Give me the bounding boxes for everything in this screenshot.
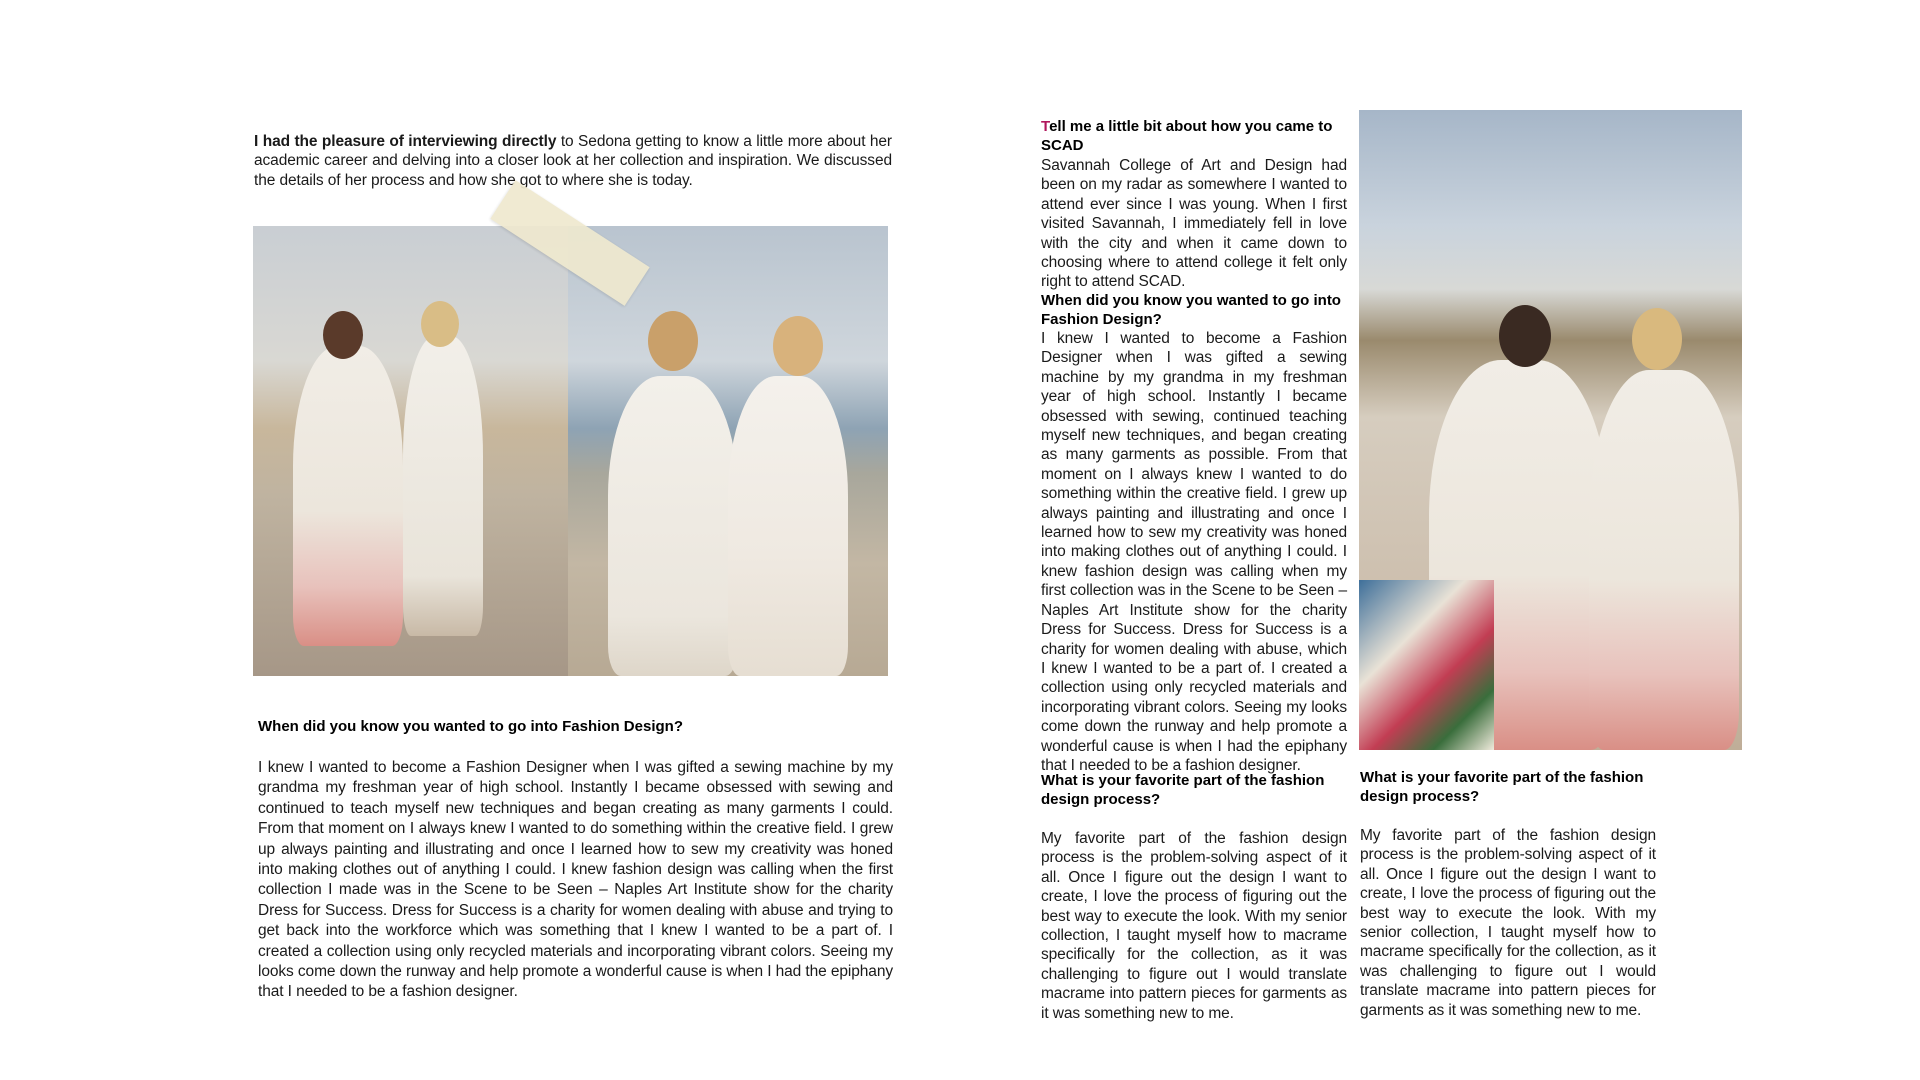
model-head [1499, 305, 1551, 367]
left-question-heading: When did you know you wanted to go into Fashion Design? [258, 718, 683, 735]
model-figure [728, 376, 848, 676]
intro-bold-lead: I had the pleasure of interviewing directly [254, 133, 557, 150]
favorite-part-heading-col2: What is your favorite part of the fashion design process? [1360, 769, 1644, 805]
flower-collage [1359, 580, 1494, 750]
favorite-part-heading-col1: What is your favorite part of the fashion design process? [1041, 772, 1325, 808]
fashion-answer-paragraph: I knew I wanted to become a Fashion Designer when I was gifted a sewing machine by my grandma in my freshman year of high school. Instantly I became obsessed with sewing, continued teaching myself new techniques, and began creating as many garments as possible. From that moment on I always knew I wanted to do something within the creative field. I grew up always painting and illustrating and once I learned how to sew my creativity was honed into making clothes out of anything I could. I knew fashion design was calling when my first collection was in the Scene to be Seen – Naples Art Institute show for the charity Dress for Success. Dress for Success is a charity for women dealing with abuse, which I knew I wanted to be a part of. I created a collection using only recycled materials and incorporating vibrant colors. Seeing my looks come down the runway and help promote a wonderful cause is when I had the epiphany that I needed to be a fashion designer. [1041, 330, 1347, 774]
model-head [1632, 308, 1682, 370]
model-figure [293, 346, 403, 646]
beach-photo-left [253, 226, 568, 676]
model-head [421, 301, 459, 347]
scad-answer-paragraph: Savannah College of Art and Design had been on my radar as somewhere I wanted to attend ever since I was young. When I first visited Savannah, I immediately fell in love with the city and when it came down to choosing where to attend college it felt only right to attend SCAD. [1041, 157, 1347, 291]
model-head [773, 316, 823, 376]
accent-initial: T [1041, 118, 1050, 135]
model-figure [403, 336, 483, 636]
fashion-question-heading: When did you know you wanted to go into Fashion Design? [1041, 292, 1341, 328]
model-head [323, 311, 363, 359]
question-rest: ell me a little bit about how you came to SCAD [1041, 118, 1333, 154]
favorite-part-answer-col2: My favorite part of the fashion design process is the problem-solving aspect of it all. Once I figure out the design I want to create, I love the process of figuring out the best way to execute the look. With my senior collection, I taught myself how to macrame specifically for the collection, as it was challenging to figure out I would translate macrame into pattern pieces for garments as it was something new to me. [1360, 827, 1656, 1019]
favorite-part-answer-col1: My favorite part of the fashion design process is the problem-solving aspect of it all. Once I figure out the design I want to create, I love the process of figuring out the best way to execute the look. With my senior collection, I taught myself how to macrame specifically for the collection, as it was challenging to figure out I would translate macrame into pattern pieces for garments as it was something new to me. [1041, 830, 1347, 1022]
model-head [648, 311, 698, 371]
model-figure [608, 376, 738, 676]
intro-rest: to Sedona getting to know a little more about her academic career and delving into a closer look at her collection and inspiration. We discussed the details of her process and how she got to where she is today. [254, 133, 892, 189]
scad-question-heading [1041, 117, 1351, 155]
intro-paragraph [254, 132, 892, 190]
model-figure [1589, 370, 1739, 750]
left-answer-paragraph: I knew I wanted to become a Fashion Designer when I was gifted a sewing machine by my grandma my freshman year of high school. Instantly I became obsessed with sewing and continued to teach myself new techniques and began creating as many garments I could. From that moment on I always knew I wanted to do something within the creative field. I grew up always painting and illustrating and once I learned how to sew my creativity was honed into making clothes out of anything I could. I knew fashion design was calling when the first collection I made was in the Scene to be Seen – Naples Art Institute show for the charity Dress for Success. Dress for Success is a charity for women dealing with abuse and trying to get back into the workforce which was something that I knew I wanted to be a part of. I created a collection using only recycled materials and incorporating vibrant colors. Seeing my looks come down the runway and help promote a wonderful cause is when I had the epiphany that I needed to be a fashion designer. [258, 759, 893, 1001]
